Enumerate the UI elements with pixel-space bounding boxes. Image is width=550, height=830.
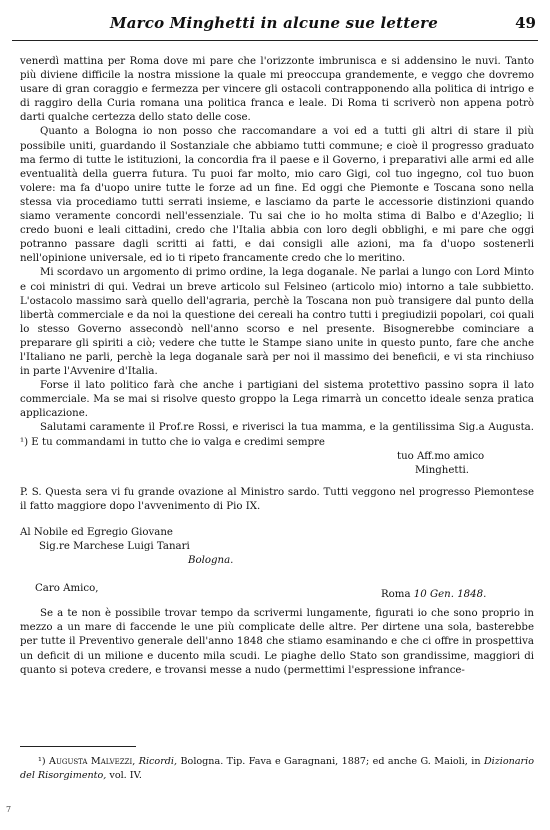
footnote-in: in (471, 756, 481, 767)
paragraph: Mi scordavo un argomento di primo ordine, la lega doganale. Ne parlai a lungo con Lord Minto e coi ministri di qui. Vedrai un breve articolo sul Felsineo (articolo mio) intorno a tale subbietto. L'ostacolo massimo sarà quello dell'agraria, perchè la Toscana non può transigere dal punto della libertà commerciale e da noi la questione dei cereali ha contro tutti i pregiudizii popolari, coi quali lo stesso Governo assecondò nell'anno scorso e nel presente. Bisognerebbe cominciare a preparare gli spiriti a ciò; vedere che tutte le Stampe siano unite in questo punto, fare che anche l'Italiano ne parli, perchè la lega doganale sarà per noi il massimo dei beneficii, e vi sta rinchiuso in parte l'Avvenire d'Italia. (20, 267, 534, 378)
closing-line: tuo Aff.mo amico (397, 450, 485, 462)
closing-salutation: Salutami caramente il Prof.re Rossi, e riverisci la tua mamma, e la gentilissima Sig.a Augusta. ¹) E tu commandami in tutto che io valga e credimi sempre (20, 422, 534, 448)
margin-mark: 7 (6, 805, 12, 814)
salutation-row (20, 582, 534, 601)
footnote-work: Dizionario del Risorgimento, (20, 756, 534, 781)
letter-date (381, 588, 486, 602)
header-title: Marco Minghetti in alcune sue lettere (109, 14, 439, 32)
footnote-title: Ricordi, (138, 756, 178, 767)
footnote-marker: ¹) (38, 756, 46, 767)
page-body (20, 55, 534, 678)
header-rule (12, 40, 538, 41)
address-line: Al Nobile ed Egregio Giovane (20, 527, 173, 538)
address-city: Bologna. (188, 555, 234, 567)
footnote-volume: vol. IV. (109, 769, 142, 781)
address-line: Sig.re Marchese Luigi Tanari (39, 541, 190, 553)
postscript: P. S. Questa sera vi fu grande ovazione al Ministro sardo. Tutti veggono nel progresso Piemontese il fatto maggiore dopo l'avvenimento di Pio IX. (20, 486, 534, 512)
paragraph: Se a te non è possibile trovar tempo da scrivermi lungamente, figurati io che sono proprio in mezzo a un mare di faccende le une più complicate delle altre. Per dirtene una sola, basterebbe per tutte il Preventivo generale dell'anno 1848 che stiamo esaminando e che ci offre in prospettiva un deficit di un milione e ducento mila scudi. Le piaghe dello Stato son grandissime, maggiori di quanto si poteva credere, e trovansi messe a nudo (permettimi l'espressione infrance- (20, 608, 534, 676)
footnote-publisher: Bologna. Tip. Fava e Garagnani, 1887; ed anche G. Maioli, (180, 756, 468, 767)
paragraph: venerdì mattina per Roma dove mi pare che l'orizzonte imbrunisca e si addensino le nuvi. Tanto più diviene difficile la nostra missione la quale mi preoccupa grandemente, e veggo che dovremo usare di gran coraggio e fermezza per vincere gli ostacoli contrapponendo alla politica di intrigo e di raggiro della Curia romana una politica franca e leale. Di Roma ti scriverò non appena potrò darti qualche certezza dello stato delle cose. (20, 56, 534, 124)
paragraph: Forse il lato politico farà che anche i partigiani del sistema protettivo passino sopra il lato commerciale. Ma se mai si risolve questo groppo la Lega rimarrà un concetto ideale senza pratica applicazione. (20, 380, 534, 420)
paragraph: Quanto a Bologna io non posso che raccomandare a voi ed a tutti gli altri di stare il più possibile uniti, guardando il Sostanziale che abbiamo tutti commune; e cioè il progresso graduato ma fermo di tutte le istituzioni, la concordia fra il paese e il Governo, i preparativi alle armi ed alle eventualità della guerra futura. Tu puoi far molto, mio caro Gigi, col tuo ingegno, col tuo buon volere: ma fa d'uopo unire tutte le forze ad un fine. Ed oggi che Piemonte e Toscana sono nella stessa via procediamo tutti serrati insieme, e lasciamo da parte le accessorie distinzioni quando siamo veramente concordi nell'essenziale. Tu sai che io ho molta stima di Balbo e d'Azeglio; li credo buoni e leali cittadini, credo che l'Italia abbia con loro degli obblighi, e mi pare che oggi potranno passare dagli scritti ai fatti, e dai consigli alle azioni, ma fa d'uopo sostenerli nell'opinione universale, ed io ti ripeto francamente credo che lo meritino. (20, 126, 534, 265)
salutation: Caro Amico, (35, 583, 99, 595)
footnote (20, 755, 534, 782)
date-place: Roma (381, 589, 411, 601)
footnote-author: Augusta Malvezzi, (49, 756, 136, 767)
page-number: 49 (515, 14, 536, 32)
running-header (10, 14, 538, 40)
date-value: 10 Gen. 1848. (413, 589, 487, 601)
signature: Minghetti. (415, 464, 470, 476)
footnote-rule (20, 746, 136, 747)
